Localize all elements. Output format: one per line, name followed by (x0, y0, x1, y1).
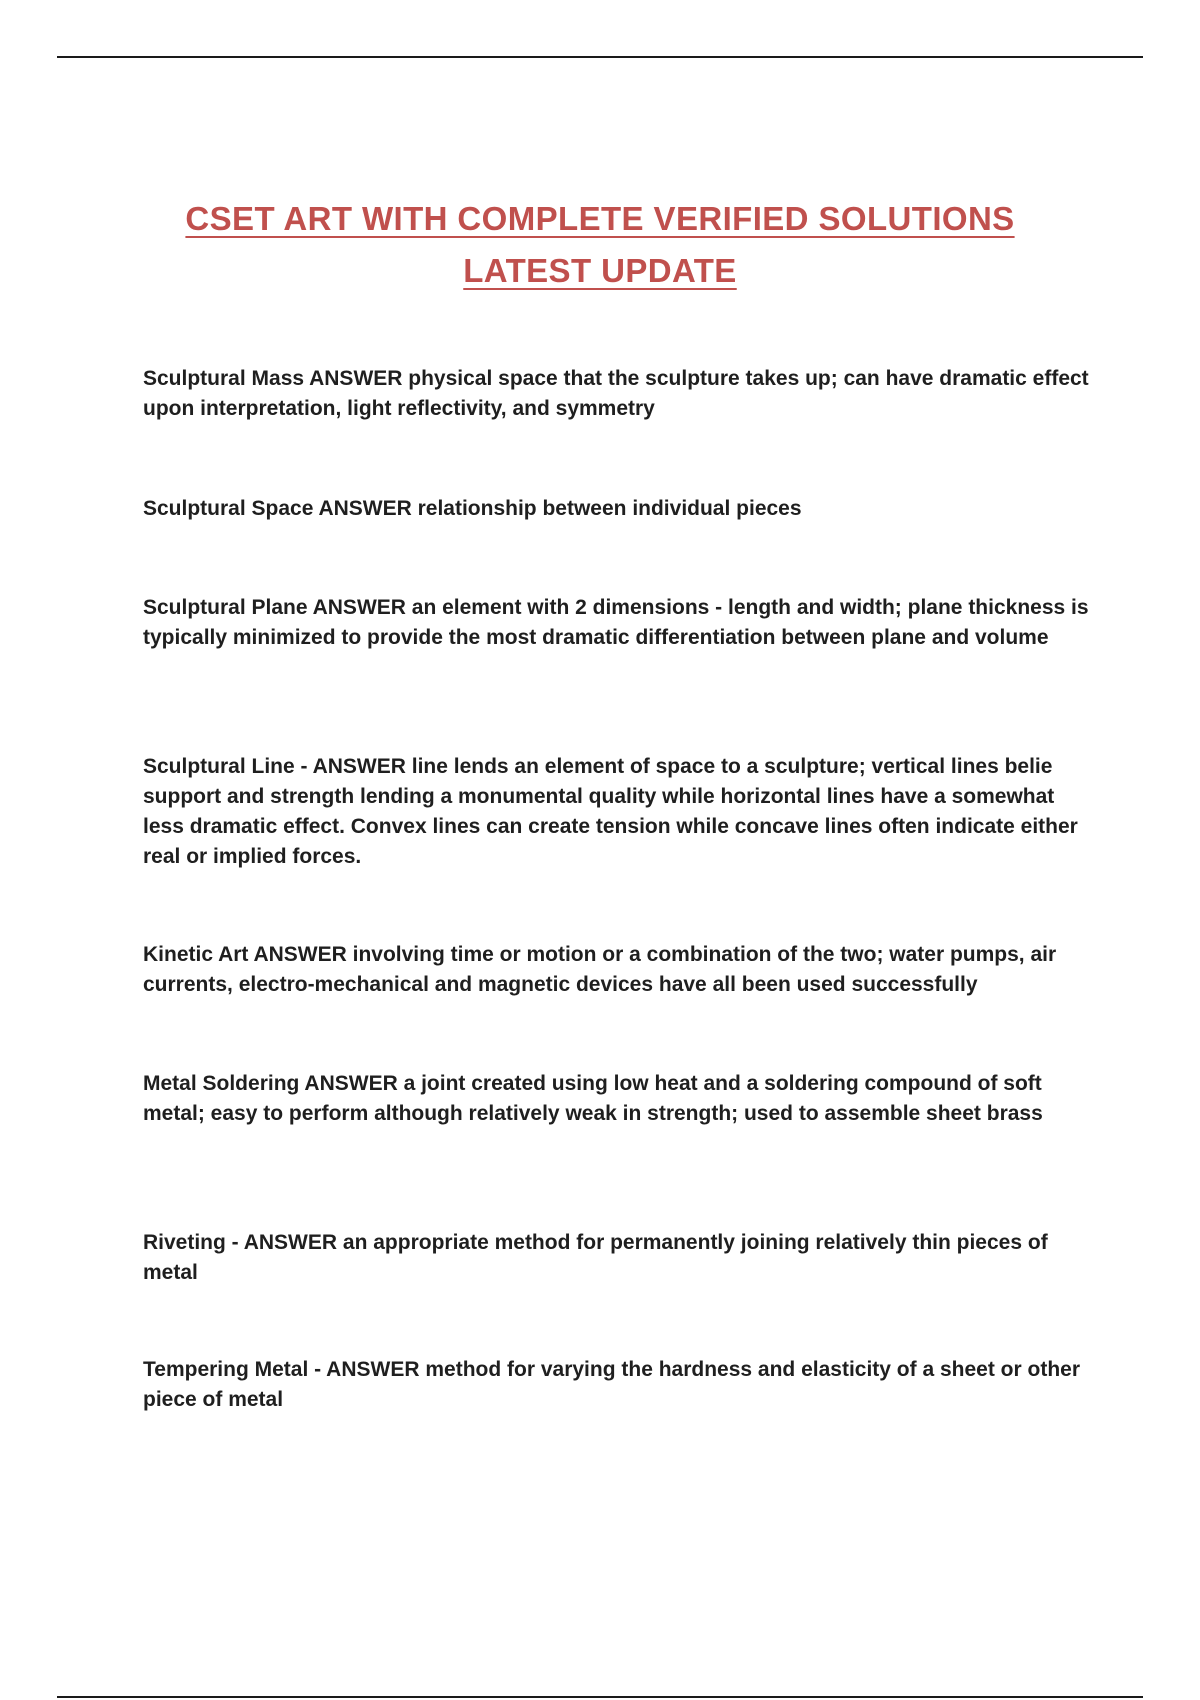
qa-entry-kinetic-art: Kinetic Art ANSWER involving time or motion or a combination of the two; water pumps, air currents, electro-mechanical and magnetic devices have all been used successfully (143, 943, 1057, 996)
document-title (0, 193, 1200, 297)
qa-entry-sculptural-plane: Sculptural Plane ANSWER an element with 2 dimensions - length and width; plane thickness is typically minimized to provide the most dramatic differentiation between plane and volume (143, 596, 1089, 649)
title-line-1: CSET ART WITH COMPLETE VERIFIED SOLUTIONS (185, 200, 1015, 237)
qa-entry-tempering-metal: Tempering Metal - ANSWER method for varying the hardness and elasticity of a sheet or other piece of metal (143, 1358, 1081, 1411)
qa-entry-metal-soldering: Metal Soldering ANSWER a joint created using low heat and a soldering compound of soft metal; easy to perform although relatively weak in strength; used to assemble sheet brass (143, 1072, 1043, 1125)
title-line-2: LATEST UPDATE (463, 252, 737, 289)
qa-entry-sculptural-mass: Sculptural Mass ANSWER physical space that the sculpture takes up; can have dramatic effect upon interpretation, light reflectivity, and symmetry (143, 367, 1089, 420)
qa-entry-sculptural-space: Sculptural Space ANSWER relationship between individual pieces (143, 497, 802, 520)
qa-entry-riveting: Riveting - ANSWER an appropriate method for permanently joining relatively thin pieces of metal (143, 1231, 1048, 1284)
bottom-rule (57, 1696, 1143, 1698)
qa-entry-sculptural-line: Sculptural Line - ANSWER line lends an element of space to a sculpture; vertical lines belie support and strength lending a monumental quality while horizontal lines have a somewhat less dramatic effect. Convex lines can create tension while concave lines often indicate either real or implied forces. (143, 755, 1078, 868)
top-rule (57, 56, 1143, 58)
